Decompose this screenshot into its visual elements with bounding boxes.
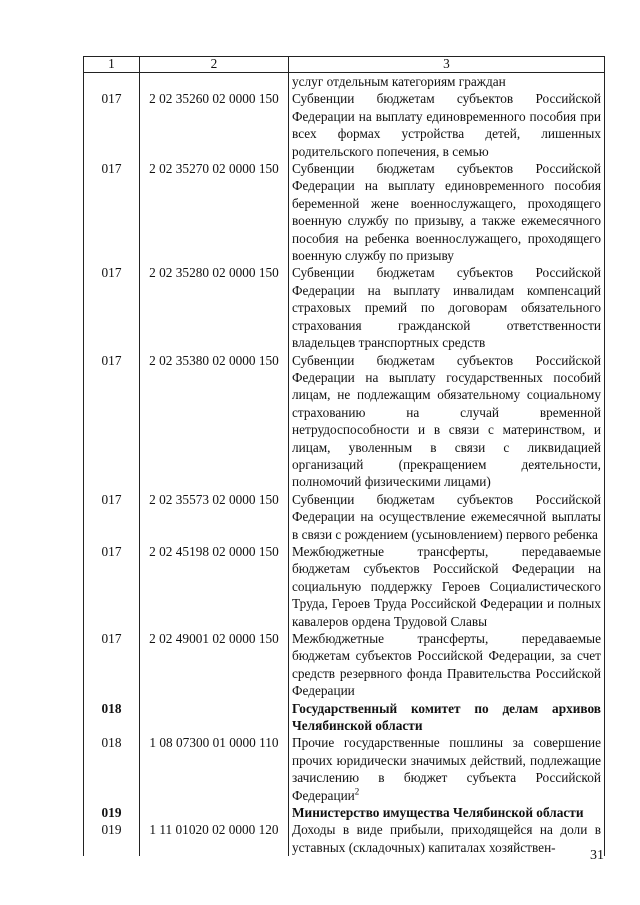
budget-code-cell: 2 02 49001 02 0000 150 — [140, 630, 289, 700]
admin-code-cell: 018 — [84, 700, 140, 735]
admin-code-cell: 017 — [84, 630, 140, 700]
description-cell: Субвенции бюджетам субъектов Российской Федерации на осуществление ежемесячной выплаты в связи с рождением (усыновлением) первого ребенка — [289, 491, 605, 543]
admin-code-cell: 017 — [84, 264, 140, 351]
table-row — [84, 543, 605, 630]
description-cell: Государственный комитет по делам архивов Челябинской области — [289, 700, 605, 735]
description-cell: Субвенции бюджетам субъектов Российской Федерации на выплату государственных пособий лицам, не подлежащим обязательному социальному страхованию на случай временной нетрудоспособности и в связи с материнством, и лицам, уволенным в связи с ликвидацией организаций (прекращением деятельности, полномочий физическими лицами) — [289, 352, 605, 491]
header-col-2: 2 — [140, 57, 289, 73]
table-header — [84, 57, 605, 73]
table-row — [84, 630, 605, 700]
budget-code-cell: 2 02 35280 02 0000 150 — [140, 264, 289, 351]
admin-code-cell: 017 — [84, 491, 140, 543]
budget-code-cell: 2 02 45198 02 0000 150 — [140, 543, 289, 630]
table-row — [84, 90, 605, 160]
description-cell: Субвенции бюджетам субъектов Российской Федерации на выплату единовременного пособия беременной жене военнослужащего, проходящего военную службу по призыву, а также ежемесячного пособия на ребенка военнослужащего, проходящего военную службу по призыву — [289, 160, 605, 264]
budget-code-cell: 2 02 35380 02 0000 150 — [140, 352, 289, 491]
table-row — [84, 264, 605, 351]
budget-code-cell — [140, 804, 289, 821]
admin-code-cell: 019 — [84, 804, 140, 821]
table-row — [84, 821, 605, 856]
header-col-3: 3 — [289, 57, 605, 73]
admin-code-cell: 019 — [84, 821, 140, 856]
description-cell: Доходы в виде прибыли, приходящейся на доли в уставных (складочных) капиталах хозяйствен- — [289, 821, 605, 856]
budget-code-cell — [140, 700, 289, 735]
admin-code-cell: 017 — [84, 90, 140, 160]
admin-code-cell: 017 — [84, 352, 140, 491]
description-cell: Межбюджетные трансферты, передаваемые бюджетам субъектов Российской Федерации, за счет средств резервного фонда Правительства Российской Федерации — [289, 630, 605, 700]
description-cell: Субвенции бюджетам субъектов Российской Федерации на выплату единовременного пособия при всех формах устройства детей, лишенных родительского попечения, в семью — [289, 90, 605, 160]
admin-code-cell: 017 — [84, 160, 140, 264]
admin-code-cell: 018 — [84, 734, 140, 804]
description-cell: Министерство имущества Челябинской области — [289, 804, 605, 821]
header-col-1: 1 — [84, 57, 140, 73]
budget-code-cell: 2 02 35573 02 0000 150 — [140, 491, 289, 543]
table-row — [84, 491, 605, 543]
admin-code-cell — [84, 73, 140, 91]
description-cell: Межбюджетные трансферты, передаваемые бюджетам субъектов Российской Федерации на социальную поддержку Героев Социалистического Труда, Героев Труда Российской Федерации и полных кавалеров ордена Трудовой Славы — [289, 543, 605, 630]
table-row — [84, 700, 605, 735]
table-row — [84, 160, 605, 264]
description-cell: Прочие государственные пошлины за совершение прочих юридически значимых действий, подлежащие зачислению в бюджет субъекта Российской Федерации$^2$ — [289, 734, 605, 804]
table-row — [84, 734, 605, 804]
budget-code-cell: 2 02 35270 02 0000 150 — [140, 160, 289, 264]
table-body — [84, 73, 605, 857]
footnote-mark: 2 — [354, 786, 360, 797]
budget-code-cell: 2 02 35260 02 0000 150 — [140, 90, 289, 160]
table-row — [84, 352, 605, 491]
budget-code-cell: 1 08 07300 01 0000 110 — [140, 734, 289, 804]
table-row — [84, 73, 605, 91]
table-row — [84, 804, 605, 821]
description-cell: услуг отдельным категориям граждан — [289, 73, 605, 91]
admin-code-cell: 017 — [84, 543, 140, 630]
budget-code-cell: 1 11 01020 02 0000 120 — [140, 821, 289, 856]
revenue-codes-table — [83, 56, 605, 856]
budget-code-cell — [140, 73, 289, 91]
description-cell: Субвенции бюджетам субъектов Российской Федерации на выплату инвалидам компенсаций страховых премий по договорам обязательного страхования гражданской ответственности владельцев транспортных средств — [289, 264, 605, 351]
page-number: 31 — [590, 848, 604, 863]
